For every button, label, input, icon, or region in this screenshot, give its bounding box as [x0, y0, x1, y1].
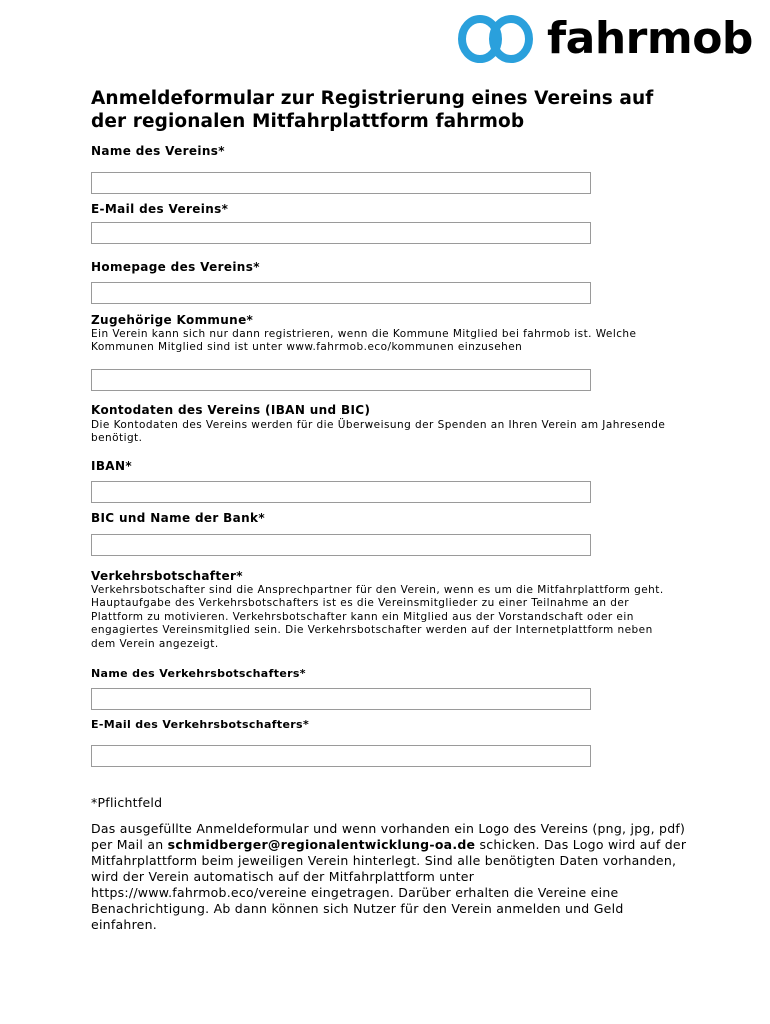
footer-text-after: schicken. Das Logo wird auf der Mitfahrplattform beim jeweiligen Verein hinterlegt. Sind alle benötigten Daten vorhanden, wird der Verein automatisch auf der Mitfahrplattform unter https://www.fahrmob.eco/vereine eingetragen. Darüber erhalten die Vereine eine Benachrichtigung. Ab dann können sich Nutzer für den Verein anmelden und Geld einfahren.: [91, 837, 687, 932]
kommune-input[interactable]: [91, 369, 591, 391]
konto-description: Die Kontodaten des Vereins werden für die Überweisung der Spenden an Ihren Verein am Jahresende benötigt.: [91, 419, 666, 445]
fahrmob-logo: [455, 12, 755, 66]
vb-name-label: Name des Verkehrsbotschafters*: [91, 667, 306, 680]
name-label: Name des Vereins*: [91, 144, 225, 158]
kommune-label: Zugehörige Kommune*: [91, 313, 254, 327]
iban-input[interactable]: [91, 481, 591, 503]
bic-label: BIC und Name der Bank*: [91, 511, 265, 525]
kommune-description: Ein Verein kann sich nur dann registrieren, wenn die Kommune Mitglied bei fahrmob ist. Welche Kommunen Mitglied sind ist unter www.fahrmob.eco/kommunen einzusehen: [91, 328, 637, 354]
verkehrsbotschafter-label: Verkehrsbotschafter*: [91, 569, 243, 583]
email-label: E-Mail des Vereins*: [91, 202, 229, 216]
vereins-email-input[interactable]: [91, 222, 591, 244]
vb-email-input[interactable]: [91, 745, 591, 767]
footer-text-before: Das ausgefüllte Anmeldeformular und wenn vorhanden ein Logo des Vereins (png, jpg, pdf) per Mail an: [91, 821, 686, 852]
vb-email-label: E-Mail des Verkehrsbotschafters*: [91, 718, 310, 731]
bic-input[interactable]: [91, 534, 591, 556]
vereins-name-input[interactable]: [91, 172, 591, 194]
verkehrsbotschafter-description: Verkehrsbotschafter sind die Ansprechpartner für den Verein, wenn es um die Mitfahrplattform geht. Hauptaufgabe des Verkehrsbotschafters ist es die Vereinsmitglieder zu einer Teilnahme an der Plattform zu motivieren. Verkehrsbotschafter kann ein Mitglied aus der Vorstandschaft oder ein engagiertes Vereinsmitglied sein. Die Verkehrsbotschafter werden auf der Internetplattform neben dem Verein angezeigt.: [91, 584, 664, 650]
konto-label: Kontodaten des Vereins (IBAN und BIC): [91, 403, 371, 417]
form-title: Anmeldeformular zur Registrierung eines Vereins auf der regionalen Mitfahrplattform fahrmob: [91, 88, 654, 132]
contact-email: schmidberger@regionalentwicklung-oa.de: [167, 837, 476, 852]
iban-label: IBAN*: [91, 459, 132, 473]
fahrmob-logo-icon: [455, 12, 541, 66]
homepage-input[interactable]: [91, 282, 591, 304]
vb-name-input[interactable]: [91, 688, 591, 710]
homepage-label: Homepage des Vereins*: [91, 260, 260, 274]
required-note: *Pflichtfeld: [91, 795, 163, 810]
footer-instructions: [91, 821, 691, 933]
logo-wordmark: fahrmob: [547, 13, 753, 64]
